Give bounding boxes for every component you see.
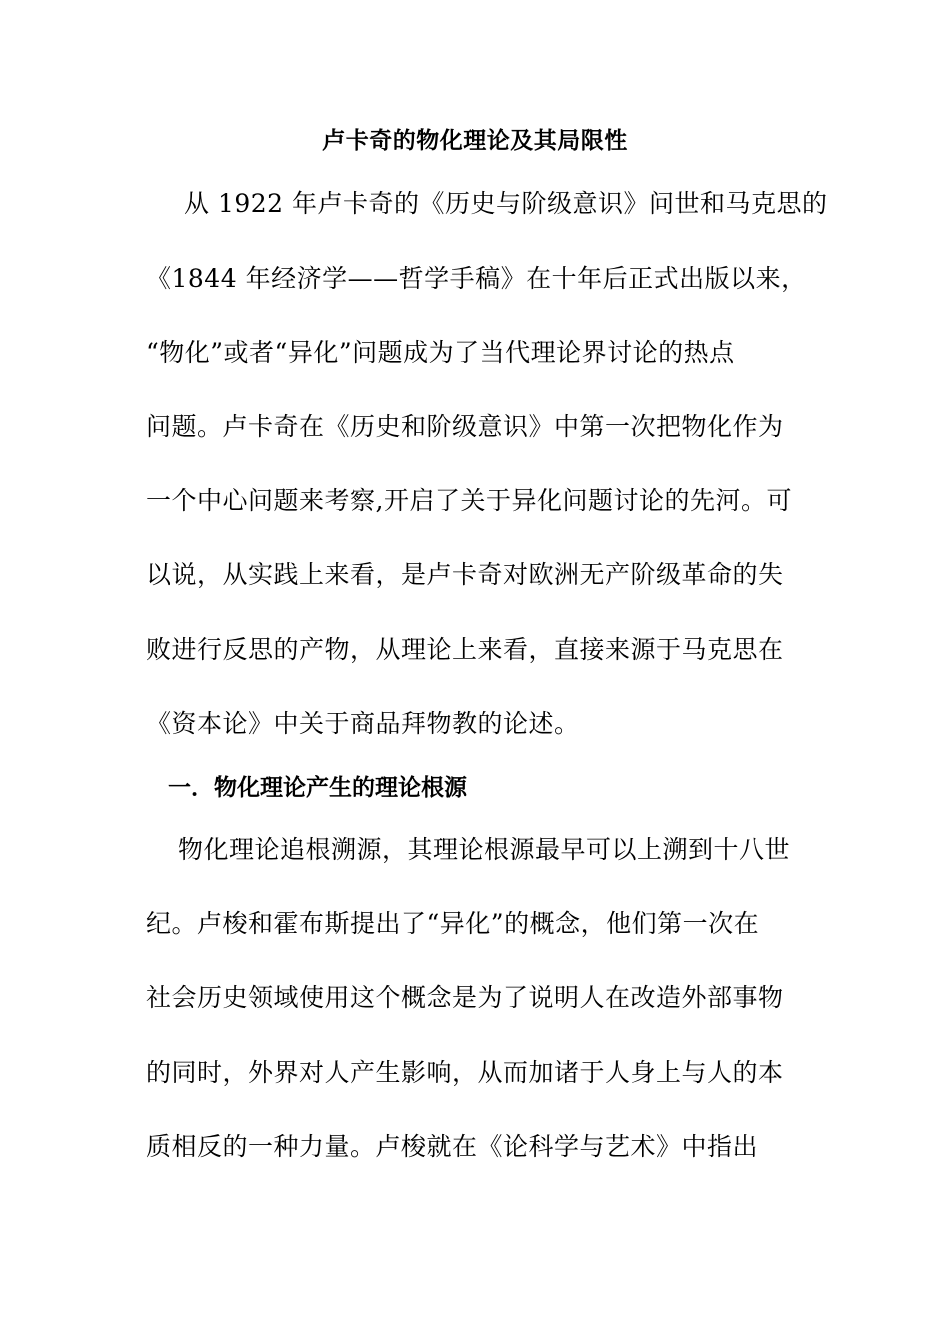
intro-line-4: 问题。卢卡奇在《历史和阶级意识》中第一次把物化作为 (146, 412, 784, 441)
intro-line-1: 从 1922 年卢卡奇的《历史与阶级意识》问世和马克思的 (184, 189, 828, 218)
section-line-4: 的同时，外界对人产生影响，从而加诸于人身上与人的本 (146, 1058, 784, 1087)
intro-line-6: 以说，从实践上来看，是卢卡奇对欧洲无产阶级革命的失 (146, 560, 784, 589)
intro-line-2: 《1844 年经济学——哲学手稿》在十年后正式出版以来， (146, 264, 807, 293)
intro-line-5: 一个中心问题来考察,开启了关于异化问题讨论的先河。可 (146, 486, 792, 515)
section-line-1: 物化理论追根溯源，其理论根源最早可以上溯到十八世 (178, 835, 791, 864)
intro-line-3: “物化”或者“异化”问题成为了当代理论界讨论的热点 (146, 338, 735, 367)
intro-line-7: 败进行反思的产物，从理论上来看，直接来源于马克思在 (146, 635, 784, 664)
section-line-3: 社会历史领域使用这个概念是为了说明人在改造外部事物 (146, 983, 784, 1012)
intro-line-8: 《资本论》中关于商品拜物教的论述。 (146, 709, 580, 738)
section-line-5: 质相反的一种力量。卢梭就在《论科学与艺术》中指出 (146, 1132, 759, 1161)
section-heading: 一．物化理论产生的理论根源 (168, 775, 467, 801)
document-title: 卢卡奇的物化理论及其局限性 (322, 128, 628, 154)
section-line-2: 纪。卢梭和霍布斯提出了“异化”的概念，他们第一次在 (146, 909, 760, 938)
